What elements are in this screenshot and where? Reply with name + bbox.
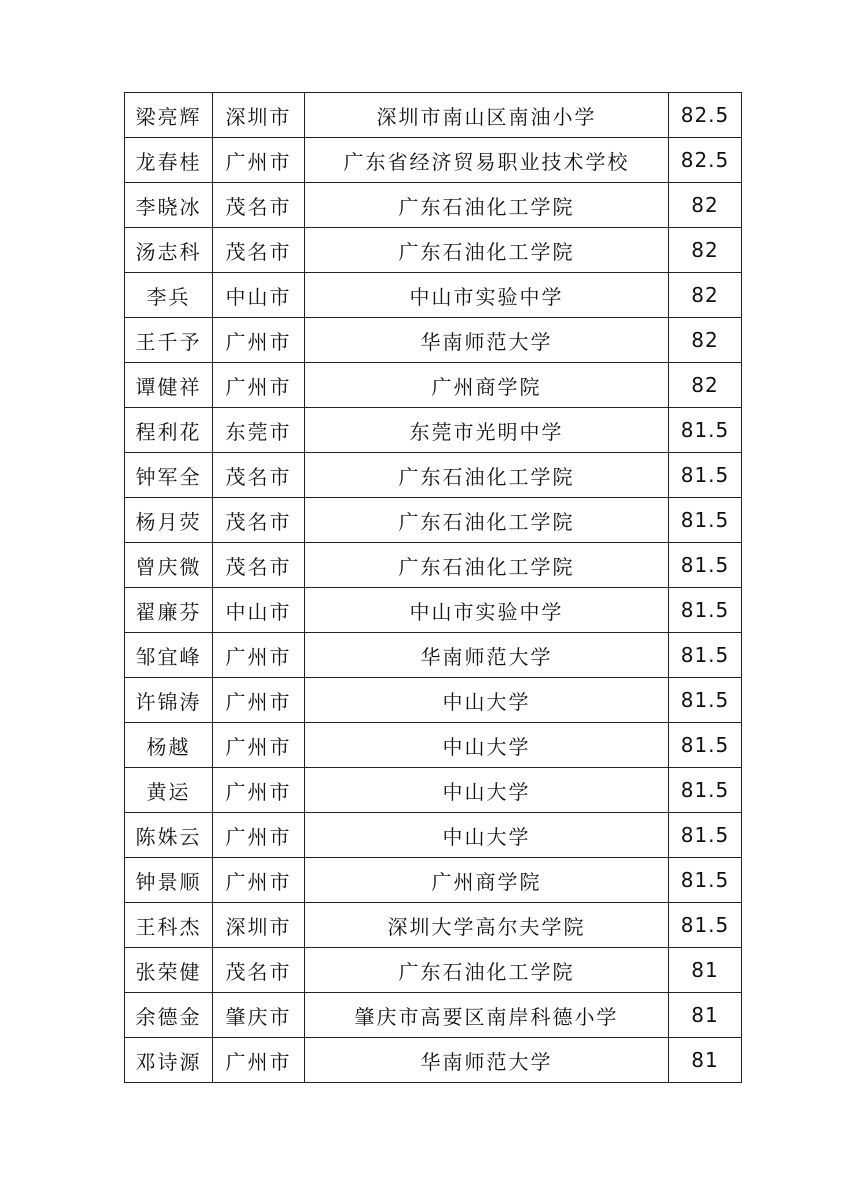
- score-cell: 81.5: [669, 408, 742, 453]
- score-cell: 81.5: [669, 588, 742, 633]
- table-row: [125, 498, 742, 543]
- table-row: [125, 453, 742, 498]
- city-cell: 茂名市: [213, 453, 305, 498]
- results-table: [124, 92, 742, 1083]
- name-cell: 杨月荧: [125, 498, 213, 543]
- city-cell: 广州市: [213, 768, 305, 813]
- score-cell: 81.5: [669, 723, 742, 768]
- city-cell: 中山市: [213, 273, 305, 318]
- table-row: [125, 183, 742, 228]
- city-cell: 中山市: [213, 588, 305, 633]
- school-cell: 中山大学: [305, 813, 669, 858]
- city-cell: 广州市: [213, 633, 305, 678]
- table-row: [125, 948, 742, 993]
- city-cell: 广州市: [213, 813, 305, 858]
- name-cell: 钟军全: [125, 453, 213, 498]
- school-cell: 广州商学院: [305, 363, 669, 408]
- score-cell: 81.5: [669, 813, 742, 858]
- school-cell: 深圳市南山区南油小学: [305, 93, 669, 138]
- table-row: [125, 993, 742, 1038]
- name-cell: 邓诗源: [125, 1038, 213, 1083]
- score-cell: 82: [669, 273, 742, 318]
- table-row: [125, 633, 742, 678]
- table-row: [125, 1038, 742, 1083]
- city-cell: 广州市: [213, 858, 305, 903]
- school-cell: 广东石油化工学院: [305, 228, 669, 273]
- score-cell: 81: [669, 1038, 742, 1083]
- score-cell: 82: [669, 183, 742, 228]
- score-cell: 81.5: [669, 453, 742, 498]
- city-cell: 广州市: [213, 318, 305, 363]
- score-cell: 81.5: [669, 768, 742, 813]
- city-cell: 广州市: [213, 363, 305, 408]
- table-row: [125, 363, 742, 408]
- table-row: [125, 138, 742, 183]
- city-cell: 茂名市: [213, 228, 305, 273]
- name-cell: 王千予: [125, 318, 213, 363]
- name-cell: 汤志科: [125, 228, 213, 273]
- school-cell: 深圳大学高尔夫学院: [305, 903, 669, 948]
- table-row: [125, 678, 742, 723]
- name-cell: 钟景顺: [125, 858, 213, 903]
- score-cell: 81.5: [669, 498, 742, 543]
- table-row: [125, 318, 742, 363]
- score-cell: 81.5: [669, 678, 742, 723]
- score-cell: 81: [669, 993, 742, 1038]
- school-cell: 华南师范大学: [305, 633, 669, 678]
- city-cell: 广州市: [213, 678, 305, 723]
- name-cell: 梁亮辉: [125, 93, 213, 138]
- school-cell: 中山大学: [305, 678, 669, 723]
- city-cell: 广州市: [213, 723, 305, 768]
- name-cell: 龙春桂: [125, 138, 213, 183]
- school-cell: 中山市实验中学: [305, 588, 669, 633]
- name-cell: 翟廉芬: [125, 588, 213, 633]
- name-cell: 杨越: [125, 723, 213, 768]
- school-cell: 广州商学院: [305, 858, 669, 903]
- name-cell: 许锦涛: [125, 678, 213, 723]
- school-cell: 肇庆市高要区南岸科德小学: [305, 993, 669, 1038]
- name-cell: 李兵: [125, 273, 213, 318]
- table-row: [125, 858, 742, 903]
- city-cell: 茂名市: [213, 498, 305, 543]
- table-row: [125, 903, 742, 948]
- school-cell: 广东省经济贸易职业技术学校: [305, 138, 669, 183]
- name-cell: 谭健祥: [125, 363, 213, 408]
- school-cell: 华南师范大学: [305, 318, 669, 363]
- score-cell: 81.5: [669, 543, 742, 588]
- city-cell: 肇庆市: [213, 993, 305, 1038]
- name-cell: 黄运: [125, 768, 213, 813]
- name-cell: 程利花: [125, 408, 213, 453]
- school-cell: 东莞市光明中学: [305, 408, 669, 453]
- score-cell: 81.5: [669, 633, 742, 678]
- city-cell: 东莞市: [213, 408, 305, 453]
- name-cell: 陈姝云: [125, 813, 213, 858]
- table-row: [125, 93, 742, 138]
- city-cell: 茂名市: [213, 183, 305, 228]
- score-cell: 81: [669, 948, 742, 993]
- score-cell: 82.5: [669, 93, 742, 138]
- score-cell: 82: [669, 318, 742, 363]
- table-row: [125, 813, 742, 858]
- city-cell: 深圳市: [213, 93, 305, 138]
- table-row: [125, 408, 742, 453]
- city-cell: 广州市: [213, 138, 305, 183]
- table-row: [125, 543, 742, 588]
- school-cell: 中山大学: [305, 723, 669, 768]
- name-cell: 李晓冰: [125, 183, 213, 228]
- school-cell: 广东石油化工学院: [305, 453, 669, 498]
- table-row: [125, 273, 742, 318]
- city-cell: 茂名市: [213, 543, 305, 588]
- table-row: [125, 588, 742, 633]
- table-row: [125, 768, 742, 813]
- score-cell: 81.5: [669, 903, 742, 948]
- school-cell: 广东石油化工学院: [305, 543, 669, 588]
- school-cell: 广东石油化工学院: [305, 498, 669, 543]
- name-cell: 邹宜峰: [125, 633, 213, 678]
- city-cell: 茂名市: [213, 948, 305, 993]
- school-cell: 中山市实验中学: [305, 273, 669, 318]
- score-cell: 82.5: [669, 138, 742, 183]
- city-cell: 广州市: [213, 1038, 305, 1083]
- school-cell: 华南师范大学: [305, 1038, 669, 1083]
- name-cell: 王科杰: [125, 903, 213, 948]
- school-cell: 广东石油化工学院: [305, 948, 669, 993]
- city-cell: 深圳市: [213, 903, 305, 948]
- name-cell: 张荣健: [125, 948, 213, 993]
- school-cell: 中山大学: [305, 768, 669, 813]
- score-cell: 82: [669, 363, 742, 408]
- results-table-body: [125, 93, 742, 1083]
- score-cell: 81.5: [669, 858, 742, 903]
- name-cell: 曾庆微: [125, 543, 213, 588]
- name-cell: 余德金: [125, 993, 213, 1038]
- score-cell: 82: [669, 228, 742, 273]
- table-row: [125, 228, 742, 273]
- school-cell: 广东石油化工学院: [305, 183, 669, 228]
- table-row: [125, 723, 742, 768]
